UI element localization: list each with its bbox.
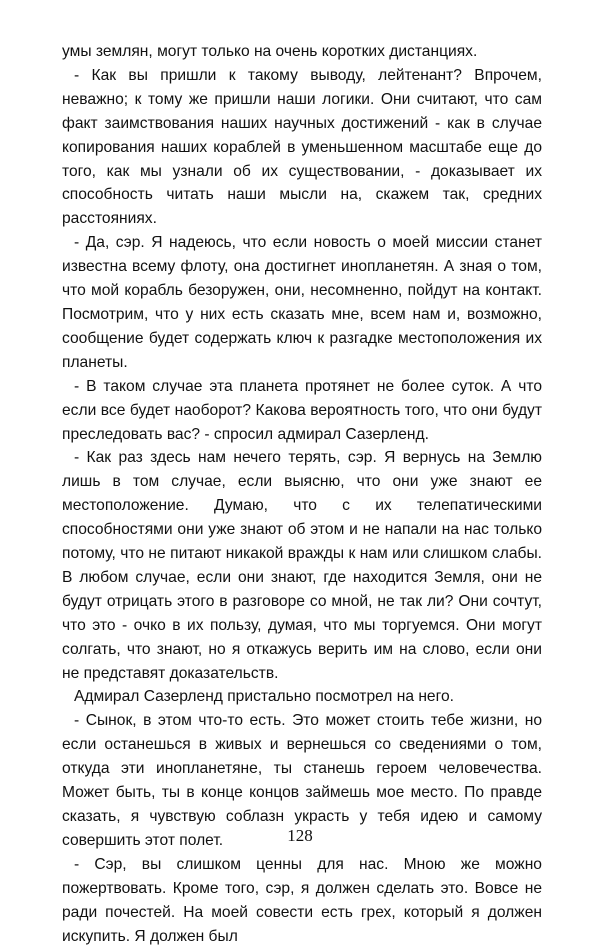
- paragraph-8: - Сэр, вы слишком ценны для нас. Мною же можно пожертвовать. Кроме того, сэр, я должен сделать это. Вовсе не ради почестей. На моей совести есть грех, который я должен искупить. Я должен был: [62, 855, 542, 945]
- paragraph-6: Адмирал Сазерленд пристально посмотрел на него.: [74, 688, 454, 706]
- paragraph-2: - Как вы пришли к такому выводу, лейтенант? Впрочем, неважно; к тому же пришли наши логики. Они считают, что сам факт заимствования наших научных достижений - как в случае копирования наших кораблей в уменьшенном масштабе еще до того, как мы узнали об их существовании, - доказывает их способность читать наши мысли на, скажем так, средних расстояниях.: [62, 66, 542, 228]
- paragraph-7: - Сынок, в этом что-то есть. Это может стоить тебе жизни, но если останешься в живых и вернешься со сведениями о том, откуда эти инопланетяне, ты станешь героем человечества. Может быть, ты в конце концов займешь мое место. По правде сказать, я чувствую соблазн украсть у тебя идею и самому совершить этот полет.: [62, 712, 542, 849]
- paragraph-4: - В таком случае эта планета протянет не более суток. А что если все будет наоборот? Какова вероятность того, что они будут преследовать вас? - спросил адмирал Сазерленд.: [62, 377, 542, 443]
- paragraph-5: - Как раз здесь нам нечего терять, сэр. Я вернусь на Землю лишь в том случае, если выясню, что они уже знают ее местоположение. Думаю, что с их телепатическими способностями они уже знают об этом и не напали на нас только потому, что не питают никакой вражды к нам или слишком слабы. В любом случае, если они знают, где находится Земля, они не будут отрицать этого в разговоре со мной, не так ли? Они сочтут, что это - очко в их пользу, думая, что мы торгуемся. Они могут солгать, что знают, но я откажусь верить им на слово, если они не представят доказательств.: [62, 449, 542, 682]
- paragraph-3: - Да, сэр. Я надеюсь, что если новость о моей миссии станет известна всему флоту, она достигнет инопланетян. А зная о том, что мой корабль безоружен, они, несомненно, пойдут на контакт. Посмотрим, что у них есть сказать мне, всем нам и, возможно, сообщение будет содержать ключ к разгадке местоположения их планеты.: [62, 234, 542, 371]
- page-number: 128: [287, 826, 313, 845]
- paragraph-1: умы землян, могут только на очень коротких дистанциях.: [62, 43, 478, 60]
